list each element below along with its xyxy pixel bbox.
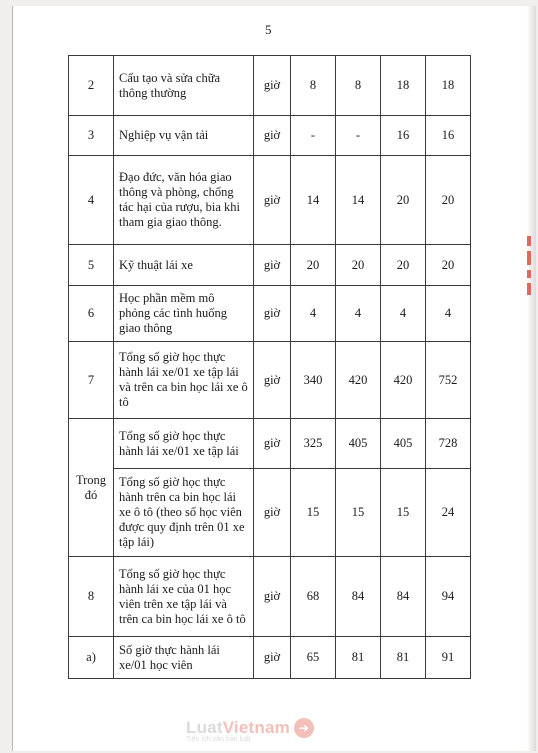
table-row: [69, 342, 471, 419]
training-hours-table: [68, 55, 471, 679]
table-row: [69, 116, 471, 156]
row-unit: giờ: [254, 156, 291, 245]
table-row: [69, 245, 471, 286]
row-value-2: 84: [336, 557, 381, 637]
row-value-3: 405: [381, 419, 426, 469]
row-number: 6: [69, 286, 114, 342]
row-value-3: 4: [381, 286, 426, 342]
row-value-4: 91: [426, 637, 471, 679]
red-stamp-marks: [527, 236, 531, 300]
row-description: Tổng số giờ học thực hành lái xe/01 xe tập lái và trên ca bin học lái xe ô tô: [114, 342, 254, 419]
row-value-1: 65: [291, 637, 336, 679]
row-description: Tổng số giờ học thực hành lái xe của 01 học viên trên xe tập lái và trên ca bin học lái xe ô tô: [114, 557, 254, 637]
row-unit: giờ: [254, 56, 291, 116]
row-value-2: 15: [336, 469, 381, 557]
page-edge: [530, 6, 536, 751]
table-row: [69, 637, 471, 679]
row-value-4: 94: [426, 557, 471, 637]
watermark-brand-part2: Vietnam: [222, 718, 290, 737]
row-unit: giờ: [254, 557, 291, 637]
row-description: Học phần mềm mô phỏng các tình huống giao thông: [114, 286, 254, 342]
row-value-3: 18: [381, 56, 426, 116]
row-value-2: -: [336, 116, 381, 156]
row-unit: giờ: [254, 469, 291, 557]
row-unit: giờ: [254, 419, 291, 469]
row-value-1: 68: [291, 557, 336, 637]
row-unit: giờ: [254, 116, 291, 156]
arrow-right-icon: ➜: [294, 718, 314, 738]
luatvietnam-watermark: [186, 718, 314, 743]
row-value-2: 14: [336, 156, 381, 245]
table-row: [69, 469, 471, 557]
row-value-2: 420: [336, 342, 381, 419]
row-value-4: 4: [426, 286, 471, 342]
row-description: Số giờ thực hành lái xe/01 học viên: [114, 637, 254, 679]
row-value-3: 16: [381, 116, 426, 156]
row-unit: giờ: [254, 637, 291, 679]
table-row: [69, 557, 471, 637]
row-number: 5: [69, 245, 114, 286]
row-description: Tổng số giờ học thực hành trên ca bin học lái xe ô tô (theo số học viên được quy định trên 01 xe tập lái): [114, 469, 254, 557]
table-row: [69, 419, 471, 469]
row-description: Nghiệp vụ vận tải: [114, 116, 254, 156]
row-number: 7: [69, 342, 114, 419]
row-value-4: 20: [426, 245, 471, 286]
row-value-1: 20: [291, 245, 336, 286]
row-number: 3: [69, 116, 114, 156]
row-value-2: 81: [336, 637, 381, 679]
row-unit: giờ: [254, 245, 291, 286]
row-description: Kỹ thuật lái xe: [114, 245, 254, 286]
row-value-4: 20: [426, 156, 471, 245]
row-value-4: 18: [426, 56, 471, 116]
page-number: 5: [265, 22, 272, 37]
row-unit: giờ: [254, 286, 291, 342]
row-number: 4: [69, 156, 114, 245]
row-value-1: 325: [291, 419, 336, 469]
row-value-1: 4: [291, 286, 336, 342]
row-value-4: 728: [426, 419, 471, 469]
table-row: [69, 286, 471, 342]
row-value-2: 20: [336, 245, 381, 286]
row-value-2: 8: [336, 56, 381, 116]
row-value-1: -: [291, 116, 336, 156]
row-value-2: 4: [336, 286, 381, 342]
row-value-1: 8: [291, 56, 336, 116]
row-group-label: Trong đó: [69, 419, 114, 557]
row-value-1: 14: [291, 156, 336, 245]
row-value-3: 84: [381, 557, 426, 637]
row-value-4: 24: [426, 469, 471, 557]
row-value-1: 15: [291, 469, 336, 557]
row-number: 8: [69, 557, 114, 637]
row-value-3: 20: [381, 156, 426, 245]
row-number: 2: [69, 56, 114, 116]
row-value-3: 15: [381, 469, 426, 557]
row-value-3: 420: [381, 342, 426, 419]
row-description: Đạo đức, văn hóa giao thông và phòng, chống tác hại của rượu, bia khi tham gia giao thông.: [114, 156, 254, 245]
row-value-1: 340: [291, 342, 336, 419]
row-value-2: 405: [336, 419, 381, 469]
row-number: a): [69, 637, 114, 679]
row-value-4: 752: [426, 342, 471, 419]
row-value-3: 20: [381, 245, 426, 286]
watermark-tagline: Tiện ích văn bản luật: [186, 736, 251, 743]
row-description: Cấu tạo và sửa chữa thông thường: [114, 56, 254, 116]
watermark-logo: [186, 718, 314, 738]
row-value-4: 16: [426, 116, 471, 156]
row-description: Tổng số giờ học thực hành lái xe/01 xe tập lái: [114, 419, 254, 469]
row-value-3: 81: [381, 637, 426, 679]
table-row: [69, 156, 471, 245]
row-unit: giờ: [254, 342, 291, 419]
table-row: [69, 56, 471, 116]
watermark-brand-part1: Luat: [186, 718, 223, 737]
